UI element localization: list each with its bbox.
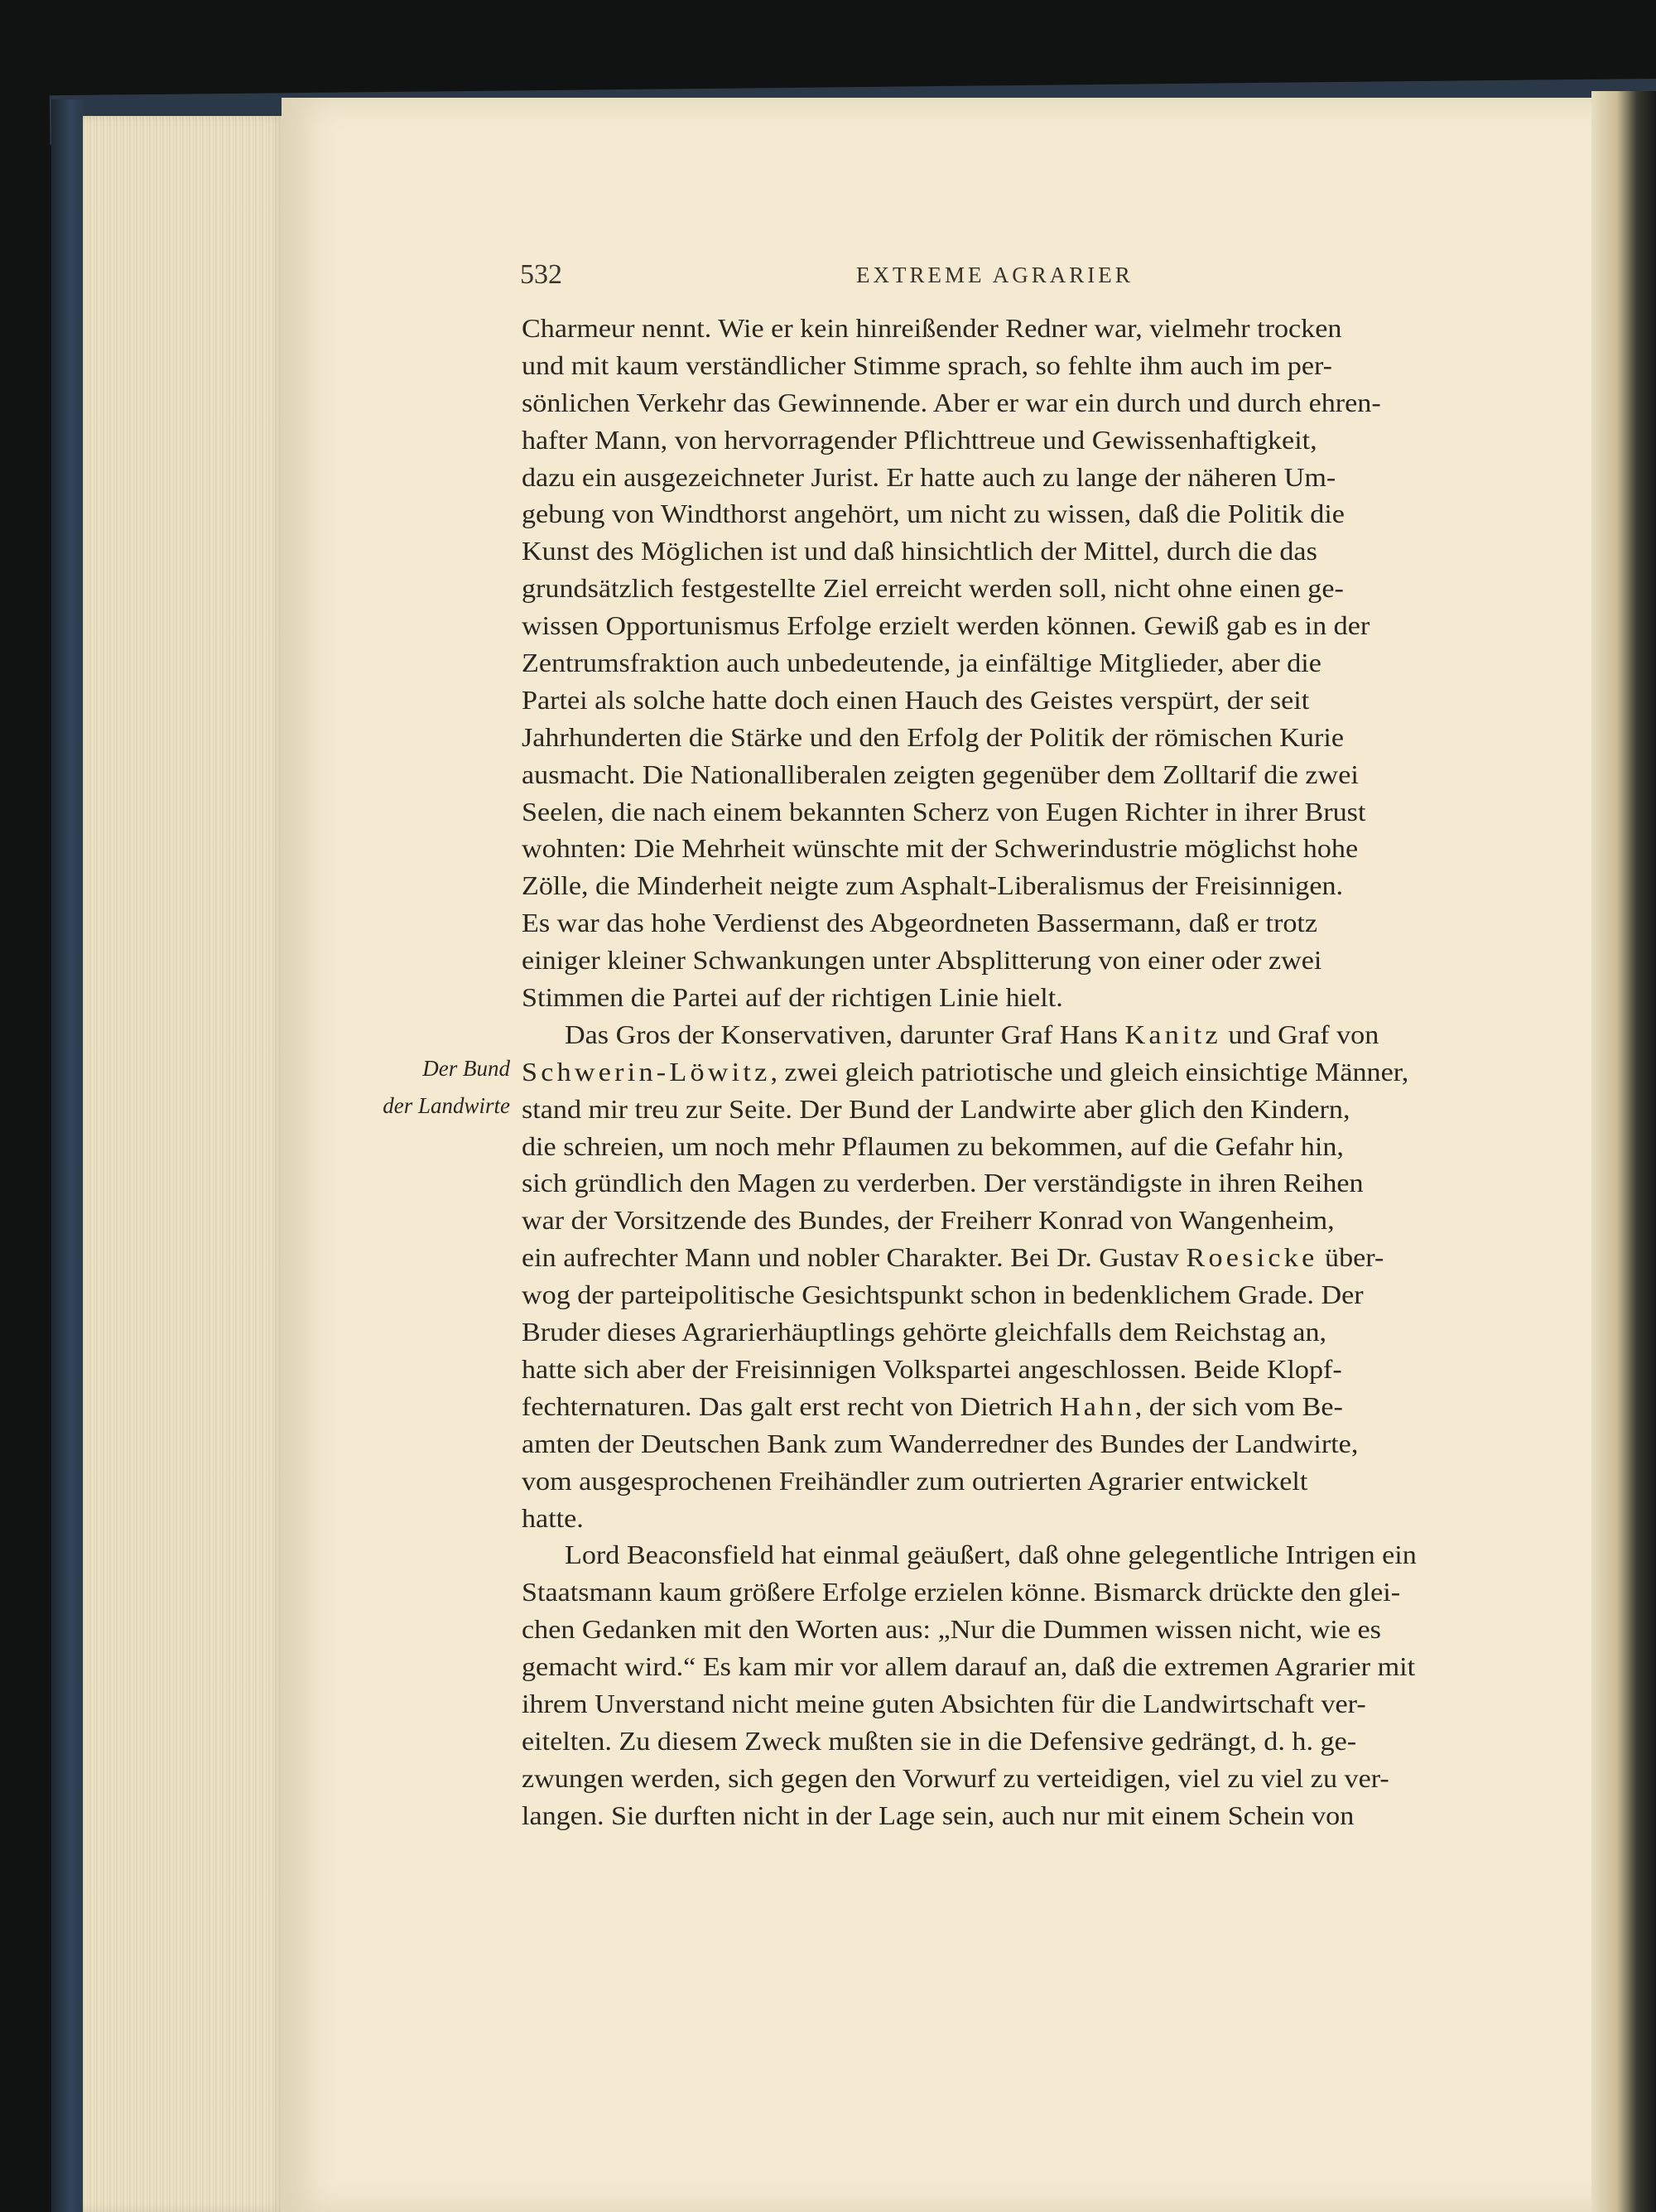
text-line: Seelen, die nach einem bekannten Scherz von Eugen Richter in ihrer Brust bbox=[522, 796, 1366, 826]
text-line: ausmacht. Die Nationalliberalen zeigten gegenüber dem Zolltarif die zwei bbox=[522, 759, 1359, 789]
text-line: grundsätzlich festgestellte Ziel erreicht werden soll, nicht ohne einen ge- bbox=[522, 573, 1344, 604]
text-line: wog der parteipolitische Gesichtspunkt schon in bedenklichem Grade. Der bbox=[522, 1279, 1364, 1310]
text-line: langen. Sie durften nicht in der Lage sein, auch nur mit einem Schein von bbox=[522, 1800, 1355, 1830]
text-line: wohnten: Die Mehrheit wünschte mit der Schwerindustrie möglichst hohe bbox=[522, 833, 1359, 864]
text-line: sönlichen Verkehr das Gewinnende. Aber er war ein durch und durch ehren- bbox=[522, 387, 1381, 417]
text-line: Charmeur nennt. Wie er kein hinreißender Redner war, vielmehr trocken bbox=[522, 313, 1342, 343]
text-run: , der sich vom Be- bbox=[1134, 1390, 1343, 1421]
page-header bbox=[520, 259, 1497, 299]
text-line: und mit kaum verständlicher Stimme sprach, so fehlte ihm auch im per- bbox=[522, 349, 1333, 380]
text-line: die schreien, um noch mehr Pflaumen zu bekommen, auf die Gefahr hin, bbox=[522, 1130, 1344, 1161]
text-line: amten der Deutschen Bank zum Wanderredner des Bundes der Landwirte, bbox=[522, 1428, 1359, 1458]
text-line: Es war das hohe Verdienst des Abgeordneten Bassermann, daß er trotz bbox=[522, 908, 1318, 938]
text-line: hatte sich aber der Freisinnigen Volkspartei angeschlossen. Beide Klopf- bbox=[522, 1353, 1342, 1384]
text-line: einiger kleiner Schwankungen unter Absplitterung von einer oder zwei bbox=[522, 945, 1322, 976]
spaced-name: Hahn bbox=[1059, 1390, 1135, 1421]
text-line: eitelten. Zu diesem Zweck mußten sie in die Defensive gedrängt, d. h. ge- bbox=[522, 1725, 1357, 1756]
text-line: Zölle, die Minderheit neigte zum Asphalt-Liberalismus der Freisinnigen. bbox=[522, 870, 1344, 901]
text-line: Staatsmann kaum größere Erfolge erzielen könne. Bismarck drückte den glei- bbox=[522, 1577, 1401, 1607]
text-line: Jahrhunderten die Stärke und den Erfolg der Politik der römischen Kurie bbox=[522, 721, 1344, 752]
spaced-name: Roesicke bbox=[1186, 1242, 1318, 1273]
text-line bbox=[522, 1388, 1497, 1425]
margin-note bbox=[321, 1050, 510, 1125]
text-line: stand mir treu zur Seite. Der Bund der Landwirte aber glich den Kindern, bbox=[522, 1093, 1350, 1124]
text-run: ein aufrechter Mann und nobler Charakter. Bei Dr. Gustav bbox=[522, 1242, 1187, 1273]
text-line: wissen Opportunismus Erfolge erzielt werden können. Gewiß gab es in der bbox=[522, 610, 1370, 641]
text-line: Bruder dieses Agrarierhäuptlings gehörte gleichfalls dem Reichstag an, bbox=[522, 1317, 1327, 1347]
text-line: Lord Beaconsfield hat einmal geäußert, daß ohne gelegentliche Intrigen ein bbox=[565, 1540, 1417, 1570]
text-line: war der Vorsitzende des Bundes, der Freiherr Konrad von Wangenheim, bbox=[522, 1205, 1335, 1236]
text-line: Partei als solche hatte doch einen Hauch des Geistes verspürt, der seit bbox=[522, 684, 1310, 715]
text-line: hafter Mann, von hervorragender Pflichttreue und Gewissenhaftigkeit, bbox=[522, 424, 1317, 455]
text-line: dazu ein ausgezeichneter Jurist. Er hatte auch zu lange der näheren Um- bbox=[522, 461, 1336, 492]
text-line: hatte. bbox=[522, 1502, 584, 1533]
book-cover-spine-edge bbox=[51, 99, 84, 2212]
text-line: Kunst des Möglichen ist und daß hinsichtlich der Mittel, durch die das bbox=[522, 536, 1317, 566]
page-stack-edges bbox=[83, 116, 286, 2212]
body-text bbox=[522, 310, 1497, 1834]
text-line: gemacht wird.“ Es kam mir vor allem darauf an, daß die extremen Agrarier mit bbox=[522, 1651, 1416, 1682]
text-line: chen Gedanken mit den Worten aus: „Nur die Dummen wissen nicht, wie es bbox=[522, 1614, 1381, 1645]
text-line bbox=[522, 1053, 1497, 1091]
book-gutter bbox=[1591, 91, 1656, 2212]
text-line: ihrem Unverstand nicht meine guten Absichten für die Landwirtschaft ver- bbox=[522, 1688, 1366, 1718]
spaced-name: Schwerin-Löwitz bbox=[522, 1056, 771, 1087]
text-run: Das Gros der Konservativen, darunter Graf Hans bbox=[565, 1019, 1125, 1049]
text-run: fechternaturen. Das galt erst recht von Dietrich bbox=[522, 1390, 1060, 1421]
text-line bbox=[522, 1016, 1497, 1053]
text-run: , zwei gleich patriotische und gleich einsichtige Männer, bbox=[770, 1056, 1409, 1087]
text-line: sich gründlich den Magen zu verderben. Der verständigste in ihren Reihen bbox=[522, 1168, 1364, 1198]
text-line: Stimmen die Partei auf der richtigen Linie hielt. bbox=[522, 982, 1063, 1013]
margin-note-line-1: Der Bund bbox=[422, 1056, 510, 1081]
text-line: vom ausgesprochenen Freihändler zum outrierten Agrarier entwickelt bbox=[522, 1465, 1308, 1496]
spaced-name: Kanitz bbox=[1124, 1019, 1221, 1049]
page-number: 532 bbox=[520, 259, 562, 290]
text-line: Zentrumsfraktion auch unbedeutende, ja einfältige Mitglieder, aber die bbox=[522, 648, 1321, 678]
text-run: über- bbox=[1317, 1242, 1384, 1273]
running-title: EXTREME AGRARIER bbox=[856, 263, 1134, 287]
margin-note-line-2: der Landwirte bbox=[383, 1092, 510, 1118]
text-line: zwungen werden, sich gegen den Vorwurf zu verteidigen, viel zu viel zu ver- bbox=[522, 1762, 1389, 1793]
text-line: gebung von Windthorst angehört, um nicht zu wissen, daß die Politik die bbox=[522, 499, 1345, 529]
text-run: und Graf von bbox=[1220, 1019, 1379, 1049]
text-line bbox=[522, 1239, 1497, 1276]
